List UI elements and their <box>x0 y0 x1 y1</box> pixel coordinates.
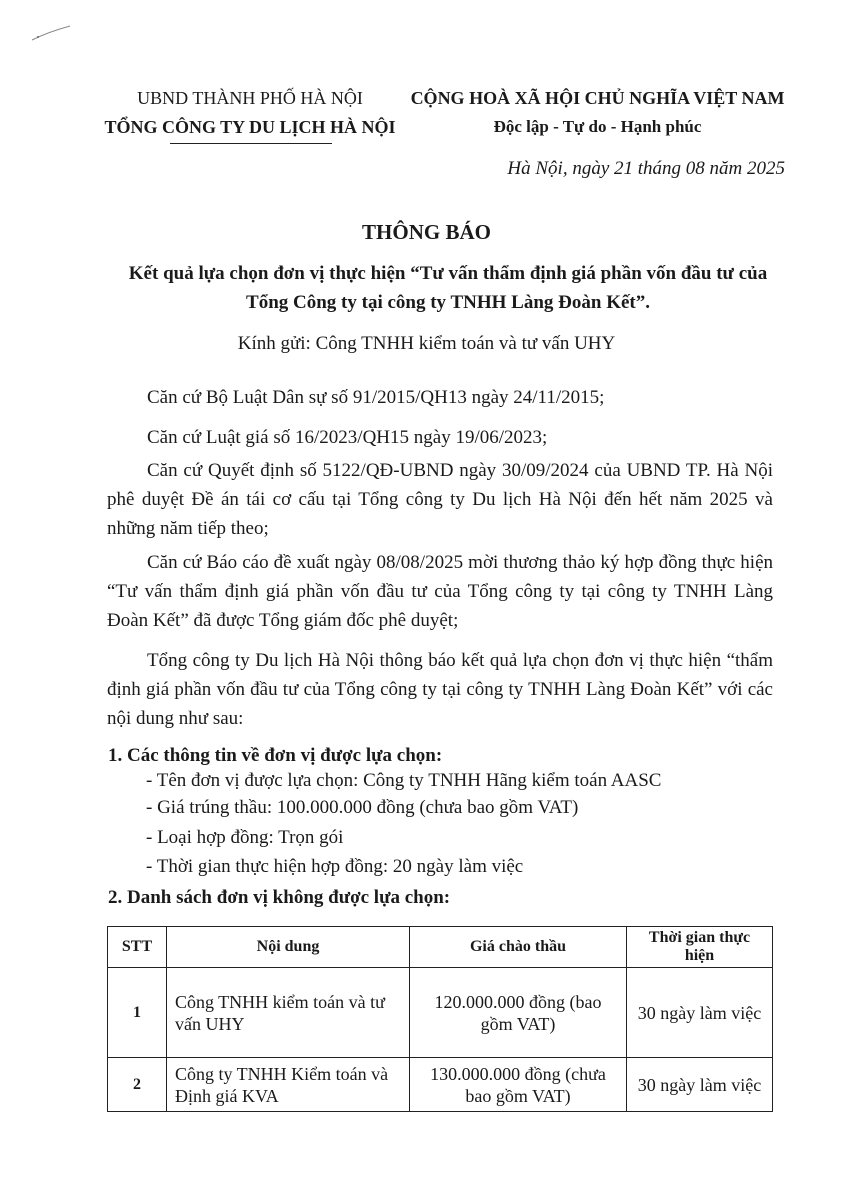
section-1-item: - Loại hợp đồng: Trọn gói <box>146 827 344 848</box>
rejected-units-table <box>107 926 773 1112</box>
row-stt: 1 <box>108 968 167 1058</box>
basis-paragraph-3 <box>107 456 773 543</box>
row-unit-name: Công TNHH kiểm toán và tư vấn UHY <box>167 968 410 1058</box>
section-1-item: - Giá trúng thầu: 100.000.000 đồng (chưa bao gồm VAT) <box>146 797 579 818</box>
document-subject: Kết quả lựa chọn đơn vị thực hiện “Tư vấn thẩm định giá phần vốn đầu tư của Tổng Công ty tại công ty TNHH Làng Đoàn Kết”. <box>128 263 768 313</box>
row-price: 130.000.000 đồng (chưa bao gồm VAT) <box>410 1058 627 1112</box>
scan-mark <box>30 22 80 44</box>
agency-name: TỔNG CÔNG TY DU LỊCH HÀ NỘI <box>104 117 396 137</box>
national-motto: Độc lập - Tự do - Hạnh phúc <box>493 117 702 136</box>
section-1-heading: 1. Các thông tin về đơn vị được lựa chọn: <box>108 745 443 766</box>
basis-paragraph-2 <box>107 423 773 452</box>
basis-text: Căn cứ Luật giá số 16/2023/QH15 ngày 19/06/2023; <box>147 427 548 448</box>
announcement-text: Tổng công ty Du lịch Hà Nội thông báo kết quả lựa chọn đơn vị thực hiện “thẩm định giá phần vốn đầu tư của Tổng công ty tại công ty TNHH Làng Đoàn Kết” với các nội dung như sau: <box>107 650 773 729</box>
row-price: 120.000.000 đồng (bao gồm VAT) <box>410 968 627 1058</box>
announcement-paragraph <box>107 646 773 733</box>
agency-parent: UBND THÀNH PHỐ HÀ NỘI <box>137 88 363 108</box>
basis-paragraph-1 <box>107 383 773 412</box>
column-header-price: Giá chào thầu <box>410 927 627 968</box>
column-header-time: Thời gian thực hiện <box>627 927 773 968</box>
document-date: Hà Nội, ngày 21 tháng 08 năm 2025 <box>507 158 785 179</box>
row-time: 30 ngày làm việc <box>627 1058 773 1112</box>
section-1-item: - Thời gian thực hiện hợp đồng: 20 ngày làm việc <box>146 856 524 877</box>
agency-underline <box>170 143 332 144</box>
section-2-heading: 2. Danh sách đơn vị không được lựa chọn: <box>108 887 451 908</box>
column-header-stt: STT <box>108 927 167 968</box>
document-title: THÔNG BÁO <box>362 220 491 244</box>
column-header-content: Nội dung <box>167 927 410 968</box>
section-1-item: - Tên đơn vị được lựa chọn: Công ty TNHH Hãng kiểm toán AASC <box>146 770 662 791</box>
row-unit-name: Công ty TNHH Kiểm toán và Định giá KVA <box>167 1058 410 1112</box>
row-time: 30 ngày làm việc <box>627 968 773 1058</box>
national-title: CỘNG HOÀ XÃ HỘI CHỦ NGHĨA VIỆT NAM <box>410 88 785 108</box>
row-stt: 2 <box>108 1058 167 1112</box>
basis-paragraph-4 <box>107 548 773 635</box>
table-row <box>108 1058 773 1112</box>
table-row <box>108 968 773 1058</box>
basis-text: Căn cứ Quyết định số 5122/QĐ-UBND ngày 30/09/2024 của UBND TP. Hà Nội phê duyệt Đề án tái cơ cấu tại Tổng công ty Du lịch Hà Nội đến hết năm 2025 và những năm tiếp theo; <box>107 460 773 539</box>
basis-text: Căn cứ Báo cáo đề xuất ngày 08/08/2025 mời thương thảo ký hợp đồng thực hiện “Tư vấn thẩm định giá phần vốn đầu tư của Tổng công ty tại công ty TNHH Làng Đoàn Kết” đã được Tổng giám đốc phê duyệt; <box>107 552 773 631</box>
recipient: Kính gửi: Công TNHH kiểm toán và tư vấn UHY <box>237 333 616 354</box>
table-header-row <box>108 927 773 968</box>
basis-text: Căn cứ Bộ Luật Dân sự số 91/2015/QH13 ngày 24/11/2015; <box>147 387 605 408</box>
